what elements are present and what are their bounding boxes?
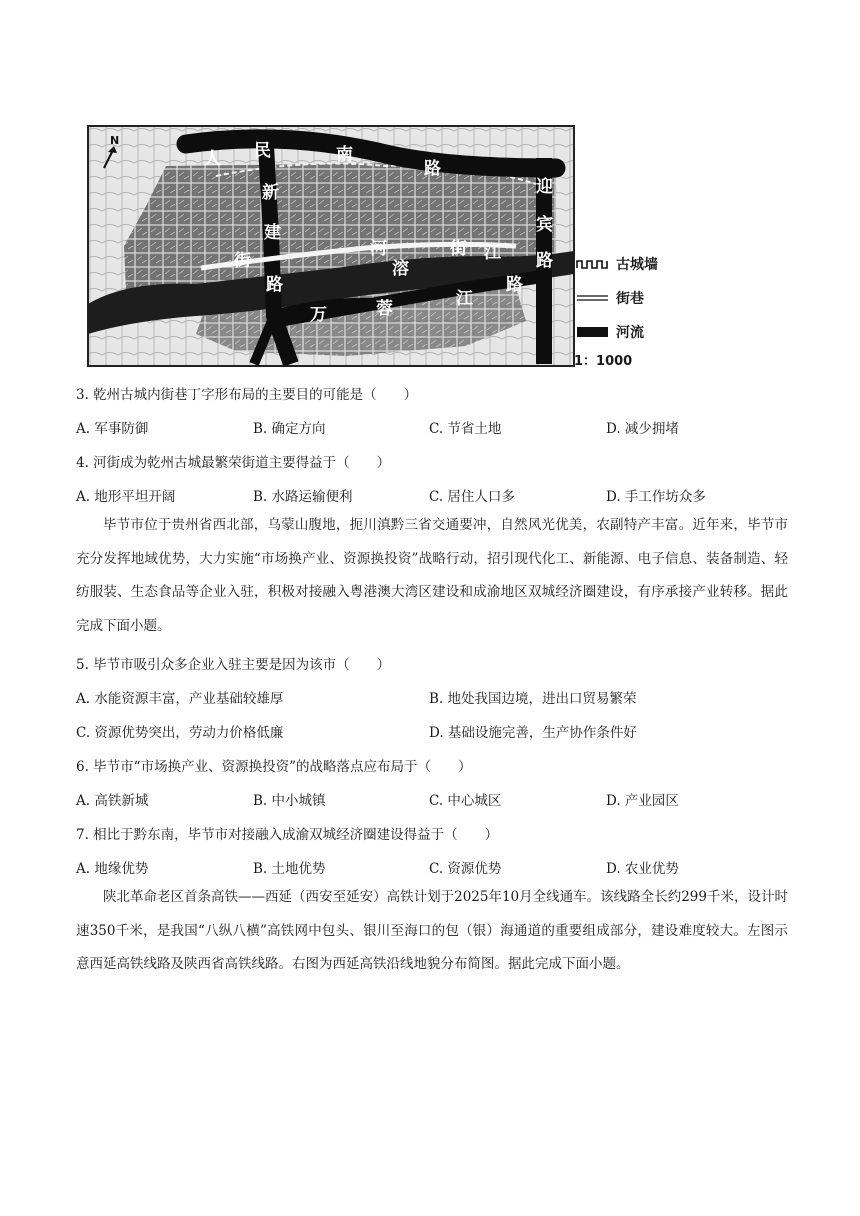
q7-option-c[interactable]: C. 资源优势 [429,861,502,877]
road-label-ying: 迎 [536,177,553,197]
legend-item-wall [576,254,658,274]
road-label-nan: 南 [336,145,353,165]
road-label-jie2: 街 [450,239,467,259]
q5-option-c[interactable]: C. 资源优势突出，劳动力价格低廉 [76,725,284,741]
road-label-xin: 新 [262,183,279,203]
q3-option-c[interactable]: C. 节省土地 [429,421,502,437]
street-icon [576,291,610,305]
legend-label-street: 街巷 [616,291,644,307]
road-label-jie1: 街 [234,251,251,271]
road-label-lu2: 路 [536,251,553,271]
question-7-stem: 7. 相比于黔东南，毕节市对接融入成渝双城经济圈建设得益于（ ） [76,827,499,843]
road-label-bin: 宾 [536,215,553,235]
map-scale: 1：1000 [574,354,633,369]
road-label-he: 河 [370,239,387,259]
passage-xiyan-railway [76,881,788,982]
q7-option-b[interactable]: B. 土地优势 [253,861,326,877]
city-map-figure [86,106,686,368]
road-label-lu4: 路 [506,275,523,295]
q4-option-d[interactable]: D. 手工作坊众多 [606,489,706,505]
passage-xiyan-text: 陕北革命老区首条高铁——西延（西安至延安）高铁计划于2025年10月全线通车。该线路全长约299千米，设计时速350千米，是我国“八纵八横”高铁网中包头、银川至海口的包（银）海通道的重要组成部分，建设难度较大。左图示意西延高铁线路及陕西省高铁线路。右图为西延高铁沿线地貌分布简图。据此完成下面小题。 [76,889,788,972]
q3-option-b[interactable]: B. 确定方向 [253,421,326,437]
q5-option-d[interactable]: D. 基础设施完善，生产协作条件好 [429,725,637,741]
passage-bijie [76,509,788,643]
road-label-jian: 建 [264,223,281,243]
q4-option-c[interactable]: C. 居住人口多 [429,489,515,505]
q3-option-d[interactable]: D. 减少拥堵 [606,421,679,437]
q6-option-b[interactable]: B. 中小城镇 [253,793,326,809]
road-label-wan: 万 [310,305,327,325]
city-map [86,106,576,368]
north-label: N [110,134,120,147]
question-5-stem: 5. 毕节市吸引众多企业入驻主要是因为该市（ ） [76,657,391,673]
road-label-jiang2: 江 [456,289,473,309]
road-label-ren: 人 [204,149,221,169]
road-label-lu3: 路 [266,275,283,295]
q6-option-a[interactable]: A. 高铁新城 [76,793,149,809]
road-label-min: 民 [254,141,271,161]
legend-label-wall: 古城墙 [616,257,658,273]
road-label-rong2: 蓉 [376,299,393,319]
q5-option-b[interactable]: B. 地处我国边境，进出口贸易繁荣 [429,691,637,707]
legend-item-river [576,322,644,342]
q4-option-b[interactable]: B. 水路运输便利 [253,489,353,505]
passage-bijie-text: 毕节市位于贵州省西北部，乌蒙山腹地，扼川滇黔三省交通要冲，自然风光优美，农副特产丰富。近年来，毕节市充分发挥地域优势，大力实施“市场换产业、资源换投资”战略行动，招引现代化工、新能源、电子信息、装备制造、轻纺服装、生态食品等企业入驻，积极对接融入粤港澳大湾区建设和成渝地区双城经济圈建设，有序承接产业转移。据此完成下面小题。 [76,517,788,634]
legend-item-street [576,288,644,308]
question-6-stem: 6. 毕节市“市场换产业、资源换投资”的战略落点应布局于（ ） [76,759,472,775]
q7-option-a[interactable]: A. 地缘优势 [76,861,149,877]
road-label-lu1: 路 [424,159,441,179]
q5-option-a[interactable]: A. 水能资源丰富，产业基础较雄厚 [76,691,284,707]
q3-option-a[interactable]: A. 军事防御 [76,421,149,437]
q4-option-a[interactable]: A. 地形平坦开阔 [76,489,176,505]
river-icon [576,325,610,339]
question-4-stem: 4. 河街成为乾州古城最繁荣街道主要得益于（ ） [76,455,391,471]
question-3-stem: 3. 乾州古城内街巷丁字形布局的主要目的可能是（ ） [76,387,418,403]
legend-label-river: 河流 [616,325,644,341]
q6-option-d[interactable]: D. 产业园区 [606,793,679,809]
road-label-jiang1: 江 [484,243,501,263]
q6-option-c[interactable]: C. 中心城区 [429,793,502,809]
road-label-rong1: 溶 [392,259,409,279]
q7-option-d[interactable]: D. 农业优势 [606,861,679,877]
wall-icon [576,257,610,271]
